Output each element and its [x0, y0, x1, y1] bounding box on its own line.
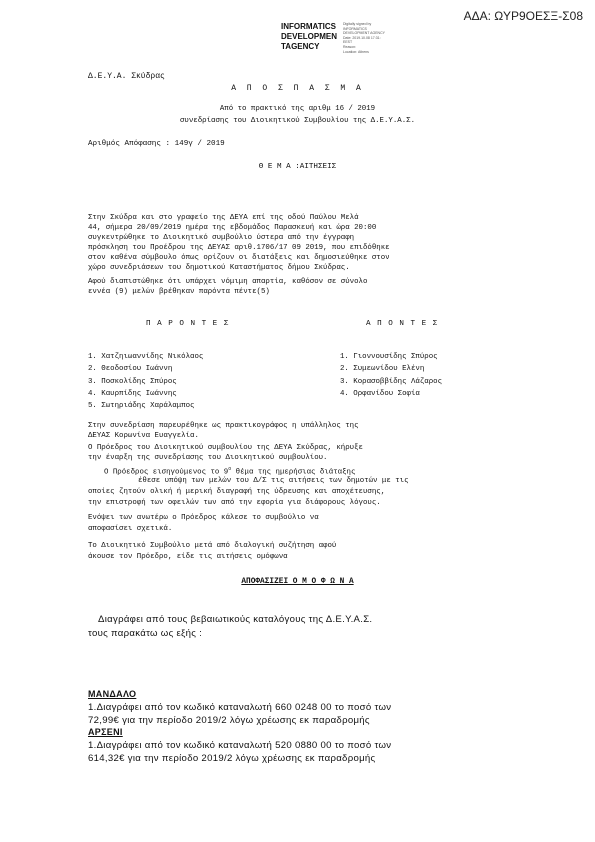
- section-line: 1.Διαγράφει από τον κωδικό καταναλωτή 660 0248 00 το ποσό των: [88, 702, 392, 713]
- agenda-intro-end: θέμα της ημερήσιας διάταξης: [231, 468, 356, 477]
- write-off-line: τους παρακάτω ως εξής :: [88, 628, 203, 639]
- present-member: 3. Ποσκολίδης Σπύρος: [88, 377, 177, 386]
- chair-line: την έναρξη της συνεδρίασης του Διοικητικού συμβουλίου.: [88, 454, 328, 462]
- subtitle-session: συνεδρίασης του Διοικητικού Συμβουλίου της Δ.Ε.Υ.Α.Σ.: [179, 117, 416, 125]
- signature-detail-line: EEST: [343, 40, 353, 45]
- board-line: άκουσε τον Πρόεδρο, είδε τις αιτήσεις ομόφωνα: [88, 553, 288, 561]
- agenda-intro: Ο Πρόεδρος εισηγούμενος το 9: [104, 468, 229, 477]
- agenda-superscript: ο: [228, 466, 232, 472]
- present-member: 1. Χατζηιωαννίδης Νικόλαος: [88, 353, 204, 361]
- section-line: 72,99€ για την περίοδο 2019/2 λόγω χρέωσης εκ παραδρομής: [88, 715, 370, 726]
- subject-heading: Θ Ε Μ Α :ΑΙΤΗΣΕΙΣ: [258, 163, 337, 171]
- quorum-line: Αφού διαπιστώθηκε ότι υπάρχει νόμιμη απαρτία, καθόσον σε σύνολο: [88, 278, 368, 286]
- decision-number: Αριθμός Απόφασης : 149γ / 2019: [88, 140, 225, 148]
- document-title: Α Π Ο Σ Π Α Σ Μ Α: [231, 84, 364, 93]
- absent-member: 1. Γιοννουσίδης Σπύρος: [340, 353, 438, 361]
- chair-line: Ο Πρόεδρος του Διοικητικού συμβουλίου της ΔΕΥΑ Σκύδρας, κήρυξε: [88, 444, 363, 452]
- signature-details: [343, 22, 385, 54]
- logo-line: INFORMATICS: [281, 22, 336, 31]
- section-heading: ΜΑΝΔΑΛΟ: [88, 689, 137, 699]
- absent-list: [340, 351, 442, 400]
- intro-line: Στην Σκύδρα και στο γραφείο της ΔΕΥΑ επί της οδού Παύλου Μελά: [88, 214, 359, 222]
- secretary-line: ΔΕΥΑΣ Κορωνίνα Ευαγγελία.: [88, 432, 199, 440]
- signature-logo: [281, 22, 337, 52]
- present-member: 4. Καυρπίδης Ιωάννης: [88, 389, 177, 398]
- logo-line: DEVELOPMEN: [281, 32, 338, 41]
- invite-line: Ενόψει των ανωτέρω ο Πρόεδρος κάλεσε το συμβούλιο να: [88, 514, 319, 522]
- signature-detail-line: Digitally signed by: [343, 22, 372, 26]
- signature-detail-line: Reason:: [343, 44, 357, 49]
- chair-paragraph: [88, 443, 363, 463]
- signature-detail-line: INFORMATICS: [343, 26, 367, 31]
- agenda-line: οποίες ζητούν ολική ή μερική διαγραφή της ύδρευσης και αποχέτευσης,: [88, 488, 386, 496]
- logo-line: TAGENCY: [281, 42, 320, 51]
- present-list: [88, 351, 203, 412]
- section-line: 614,32€ για την περίοδο 2019/2 λόγω χρέωσης εκ παραδρομής: [88, 753, 376, 764]
- section-line: 1.Διαγράφει από τον κωδικό καταναλωτή 520 0880 00 το ποσό των: [88, 740, 392, 751]
- ada-code: ΑΔΑ: ΩΥΡ9ΟΕΣΞ-Σ08: [463, 9, 583, 23]
- signature-detail-line: DEVELOPMENT AGENCY: [343, 31, 385, 36]
- present-member: 5. Σωτηριάδης Χαράλαμπος: [88, 402, 195, 411]
- agenda-line: την επιστροφή των οφειλών των από την εφορία για διάφορους λόγους.: [88, 498, 381, 507]
- absent-heading: Α Π Ο Ν Τ Ε Σ: [366, 320, 439, 328]
- invite-line: αποφασίσει σχετικά.: [88, 525, 173, 533]
- section-heading: ΑΡΣΕΝΙ: [88, 727, 123, 737]
- present-heading: Π Α Ρ Ο Ν Τ Ε Σ: [146, 320, 230, 328]
- signature-detail-line: Date: 2019.10.08 17:31:: [343, 35, 381, 40]
- signature-detail-line: Location: Athens: [343, 49, 369, 54]
- board-paragraph: [88, 541, 336, 563]
- intro-paragraph: [88, 213, 390, 273]
- intro-line: συγκεντρώθηκε το Διοικητικό συμβούλιο ύστερα από την έγγραφη: [88, 234, 355, 242]
- absent-member: 4. Ορφανίδου Σοφία: [340, 389, 420, 398]
- quorum-paragraph: [88, 277, 367, 297]
- intro-line: πρόσκληση του Προέδρου της ΔΕΥΑΣ αριθ.1706/17 09 2019, που επιδόθηκε: [88, 244, 390, 252]
- secretary-line: Στην συνεδρίαση παρευρέθηκε ως πρακτικογράφος η υπάλληλος της: [88, 422, 359, 430]
- intro-line: στον καθένα σύμβουλο όπως ορίζουν οι διατάξεις και δημοσιεύθηκε στον: [88, 254, 390, 262]
- invite-paragraph: [88, 513, 319, 535]
- agenda-body-continued: [88, 487, 385, 508]
- agenda-body: [138, 476, 409, 487]
- agenda-line: έθεσε υπόψη των μελών του Δ/Σ τις αιτήσεις των δημοτών με τις: [138, 477, 409, 485]
- intro-line: χώρο συνεδριάσεων του δημοτικού Καταστήματος δήμου Σκύδρας.: [88, 264, 350, 272]
- present-member: 2. Θεοδοσίου Ιωάννη: [88, 365, 173, 374]
- absent-member: 2. Συμεωνίδου Ελένη: [340, 365, 425, 374]
- subtitle-minutes: Από το πρακτικό της αριθμ 16 / 2019: [219, 105, 376, 113]
- organization-name: Δ.Ε.Υ.Α. Σκύδρας: [88, 72, 165, 81]
- secretary-paragraph: [88, 421, 359, 441]
- intro-line: 44, σήμερα 20/09/2019 ημέρα της εβδομάδος Παρασκευή και ώρα 20:00: [88, 224, 377, 232]
- write-off-line: Διαγράφει από τους βεβαιωτικούς καταλόγους της Δ.Ε.Υ.Α.Σ.: [98, 614, 373, 625]
- decision-heading: ΑΠΟΦΑΣΙΖΕΙ Ο Μ Ο Φ Ω Ν Α: [241, 578, 354, 586]
- quorum-line: εννέα (9) μελών βρέθηκαν παρόντα πέντε(5): [88, 288, 270, 296]
- board-line: Το Διοικητικό Συμβούλιο μετά από διαλογική συζήτηση αφού: [88, 542, 337, 550]
- absent-member: 3. Κορασοββίδης Λάζαρος: [340, 377, 443, 386]
